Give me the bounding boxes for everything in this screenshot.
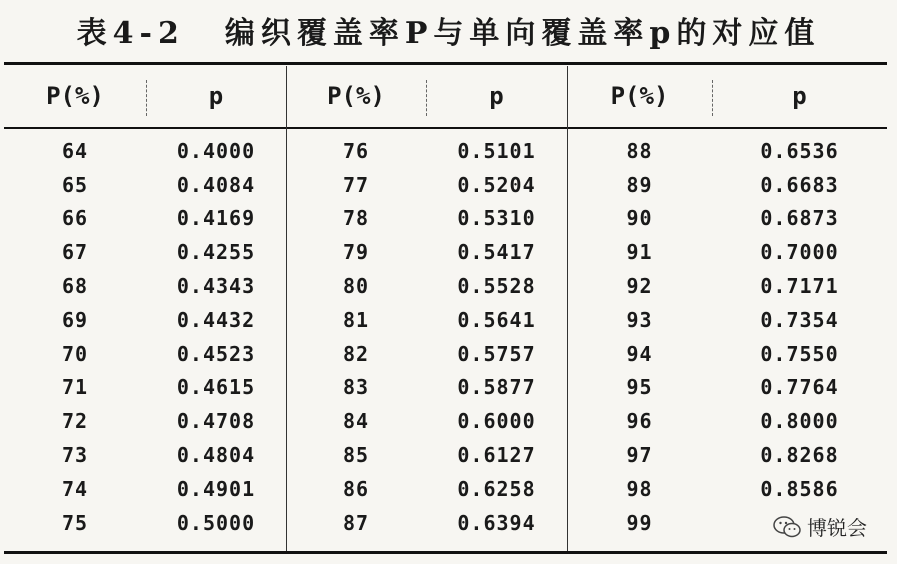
table-cell: 0.6394 [457,510,536,535]
table-cell: 69 [61,307,89,332]
table-row [4,168,887,202]
table-cell: 0.5528 [457,274,536,299]
table-cell: 70 [61,341,89,366]
table-cell: 0.7550 [760,341,839,366]
table-cell: 0.5417 [457,240,536,265]
table-cell: 65 [61,172,89,197]
table-cell: 97 [626,443,653,468]
table-cell: 99 [626,510,653,535]
column-header: p [792,82,807,110]
table-cell: 0.6536 [760,138,839,163]
table-cell: 75 [61,510,89,535]
table-cell: 0.6873 [760,206,839,231]
table-cell: 67 [61,240,89,265]
table-cell: 0.8586 [760,476,839,501]
table-cell: 73 [61,443,89,468]
table-row [4,202,887,236]
table-row [4,438,887,472]
table-cell: 0.8268 [760,443,839,468]
table-cell: 0.4708 [176,409,256,434]
table-cell: 64 [61,138,89,163]
table-cell: 0.6000 [457,409,536,434]
table-cell: 0.5310 [457,206,536,231]
table-cell: 0.4343 [176,274,256,299]
table-row [4,404,887,438]
table-cell: 84 [342,409,370,434]
table-cell: 0.7171 [760,274,839,299]
table-cell: 0.6127 [457,443,536,468]
table-cell: 0.4432 [176,307,256,332]
table-cell: 0.4169 [176,206,256,231]
table-cell: 77 [342,172,370,197]
watermark-text: 博锐会 [807,516,867,540]
table-cell: 93 [626,307,653,332]
table-cell: 90 [626,206,653,231]
table-cell: 71 [61,375,89,400]
table-row [4,126,887,168]
table-cell: 0.7000 [760,240,839,265]
table-caption: 编织覆盖率P与单向覆盖率p的对应值 [224,16,821,51]
wechat-icon [773,516,801,538]
table-cell: 79 [342,240,370,265]
table-cell: 0.4901 [176,476,256,501]
column-header: p [489,82,504,110]
watermark [773,512,867,541]
table-cell: 76 [342,138,370,163]
table-row [4,472,887,506]
table-cell: 96 [626,409,653,434]
table-cell: 0.6683 [760,172,839,197]
bottom-rule [4,551,887,554]
column-header: P(%) [46,82,104,110]
table-cell: 0.5204 [457,172,536,197]
top-rule [4,62,887,65]
table-number: 表4-2 [76,16,185,51]
table-cell: 74 [61,476,89,501]
column-header: P(%) [327,82,385,110]
table-cell: 92 [626,274,653,299]
table-cell: 68 [61,274,89,299]
table-cell: 81 [342,307,370,332]
table-cell: 0.6258 [457,476,536,501]
table-cell: 0.5641 [457,307,536,332]
table-cell: 98 [626,476,653,501]
table-cell: 0.5101 [457,138,536,163]
table-cell: 0.7764 [760,375,839,400]
table-title [0,8,897,52]
table-cell: 0.7354 [760,307,839,332]
table-cell: 0.4255 [176,240,256,265]
table-cell: 80 [342,274,370,299]
table-row [4,235,887,269]
table-cell: 87 [342,510,370,535]
table-cell: 72 [61,409,89,434]
table-row [4,337,887,371]
table-cell: 83 [342,375,370,400]
table-cell: 0.4084 [176,172,256,197]
table-cell: 0.5877 [457,375,536,400]
table-cell: 91 [626,240,653,265]
table-cell: 78 [342,206,370,231]
table-cell: 88 [626,138,653,163]
column-header: p [208,82,224,110]
column-header: P(%) [610,82,669,110]
table-cell: 94 [626,341,653,366]
table-cell: 66 [61,206,89,231]
table-cell: 0.5757 [457,341,536,366]
table-cell: 86 [342,476,370,501]
table-cell: 82 [342,341,370,366]
table-cell: 0.5000 [176,510,256,535]
table-cell: 0.8000 [760,409,839,434]
table-header-row [4,66,887,126]
table-cell: 0.4523 [176,341,256,366]
table-row [4,371,887,405]
table-row [4,269,887,303]
table-cell: 95 [626,375,653,400]
table-cell: 0.4804 [176,443,256,468]
table-row [4,303,887,337]
table-cell: 89 [626,172,653,197]
coverage-table [4,66,887,540]
table-row [4,506,887,540]
table-cell: 85 [342,443,370,468]
table-cell: 0.4615 [176,375,256,400]
table-cell: 0.4000 [176,138,256,163]
